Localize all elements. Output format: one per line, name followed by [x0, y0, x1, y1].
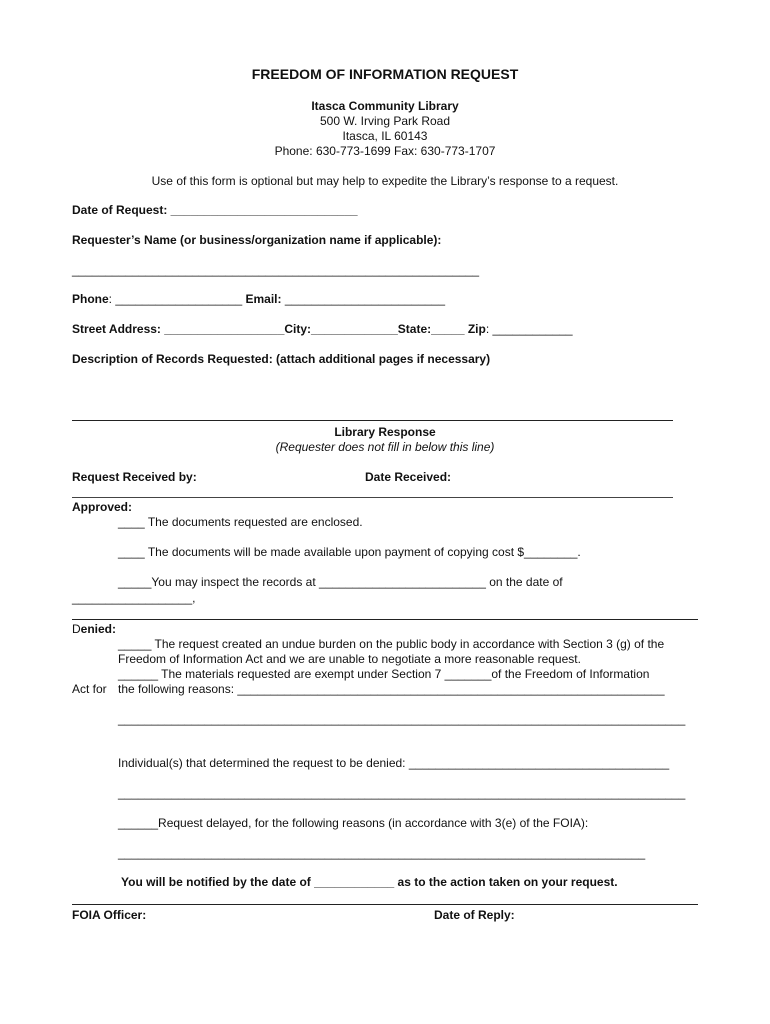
- denied-reasons-line2[interactable]: _____________________________________________________________________________________: [118, 712, 686, 726]
- denied-undue-burden-cont: Freedom of Information Act and we are unable to negotiate a more reasonable request.: [118, 652, 581, 666]
- date-of-request-field[interactable]: Date of Request: ____________________________: [72, 203, 358, 217]
- zip-field[interactable]: : ____________: [485, 322, 573, 336]
- requester-name-label: Requester’s Name (or business/organization name if applicable):: [72, 233, 442, 247]
- approved-label: Approved:: [72, 500, 132, 514]
- library-address-line1: 500 W. Irving Park Road: [319, 114, 451, 128]
- phone-email-row: [72, 292, 445, 306]
- street-city-state-zip-fields[interactable]: Street Address: __________________City:_____________State:_____ Zip: [72, 322, 486, 336]
- request-delayed-reasons-field[interactable]: _______________________________________________________________________________: [118, 846, 646, 860]
- requester-name-field[interactable]: _____________________________________________________________: [72, 263, 480, 277]
- request-delayed-option[interactable]: ______Request delayed, for the following reasons (in accordance with 3(e) of the FOIA):: [118, 816, 589, 830]
- denied-label-initial: D: [72, 622, 81, 636]
- approved-inspect-date-field[interactable]: __________________,: [72, 591, 196, 605]
- library-response-subheading: (Requester does not fill in below this line): [275, 440, 495, 454]
- library-response-heading: Library Response: [334, 425, 436, 439]
- date-of-reply-label: Date of Reply:: [434, 908, 515, 922]
- denied-reasons-field[interactable]: the following reasons: ________________________________________________________________: [118, 682, 665, 696]
- phone-field[interactable]: : ___________________: [108, 292, 243, 306]
- footer-divider: [72, 904, 698, 905]
- request-received-by-label: Request Received by:: [72, 470, 197, 484]
- email-field[interactable]: ________________________: [284, 292, 446, 306]
- denied-act-for-label: Act for: [72, 682, 107, 696]
- foia-officer-label: FOIA Officer:: [72, 908, 147, 922]
- notified-by-date-field[interactable]: You will be notified by the date of ____________ as to the action taken on your request.: [121, 875, 618, 889]
- denied-individuals-field[interactable]: Individual(s) that determined the request to be denied: _______________________________________: [118, 756, 670, 770]
- description-label: Description of Records Requested: (attach additional pages if necessary): [72, 352, 491, 366]
- library-phone-fax: Phone: 630-773-1699 Fax: 630-773-1707: [274, 144, 496, 158]
- approved-option-enclosed[interactable]: ____ The documents requested are enclosed.: [118, 515, 363, 529]
- denied-label-rest: enied:: [80, 622, 117, 636]
- received-line: [72, 497, 673, 498]
- section-divider: [72, 420, 673, 421]
- approved-option-payment[interactable]: ____ The documents will be made available upon payment of copying cost $________.: [118, 545, 581, 559]
- intro-text: Use of this form is optional but may help to expedite the Library’s response to a request.: [151, 174, 619, 188]
- denied-exempt-option[interactable]: ______ The materials requested are exempt under Section 7 _______of the Freedom of Information: [118, 667, 650, 681]
- form-title: FREEDOM OF INFORMATION REQUEST: [251, 66, 519, 82]
- address-row: [72, 322, 573, 336]
- denied-label: [72, 622, 116, 636]
- library-address-line2: Itasca, IL 60143: [342, 129, 428, 143]
- denied-individuals-line2[interactable]: _____________________________________________________________________________________: [118, 786, 686, 800]
- phone-label: Phone: [72, 292, 109, 306]
- date-received-label: Date Received:: [365, 470, 452, 484]
- denied-undue-burden-option[interactable]: _____ The request created an undue burden on the public body in accordance with Section 3 (g) of the: [118, 637, 665, 651]
- email-label: Email:: [242, 292, 285, 306]
- approved-option-inspect[interactable]: _____You may inspect the records at _________________________ on the date of: [118, 575, 563, 589]
- approved-denied-divider: [72, 619, 698, 620]
- library-name: Itasca Community Library: [311, 99, 459, 113]
